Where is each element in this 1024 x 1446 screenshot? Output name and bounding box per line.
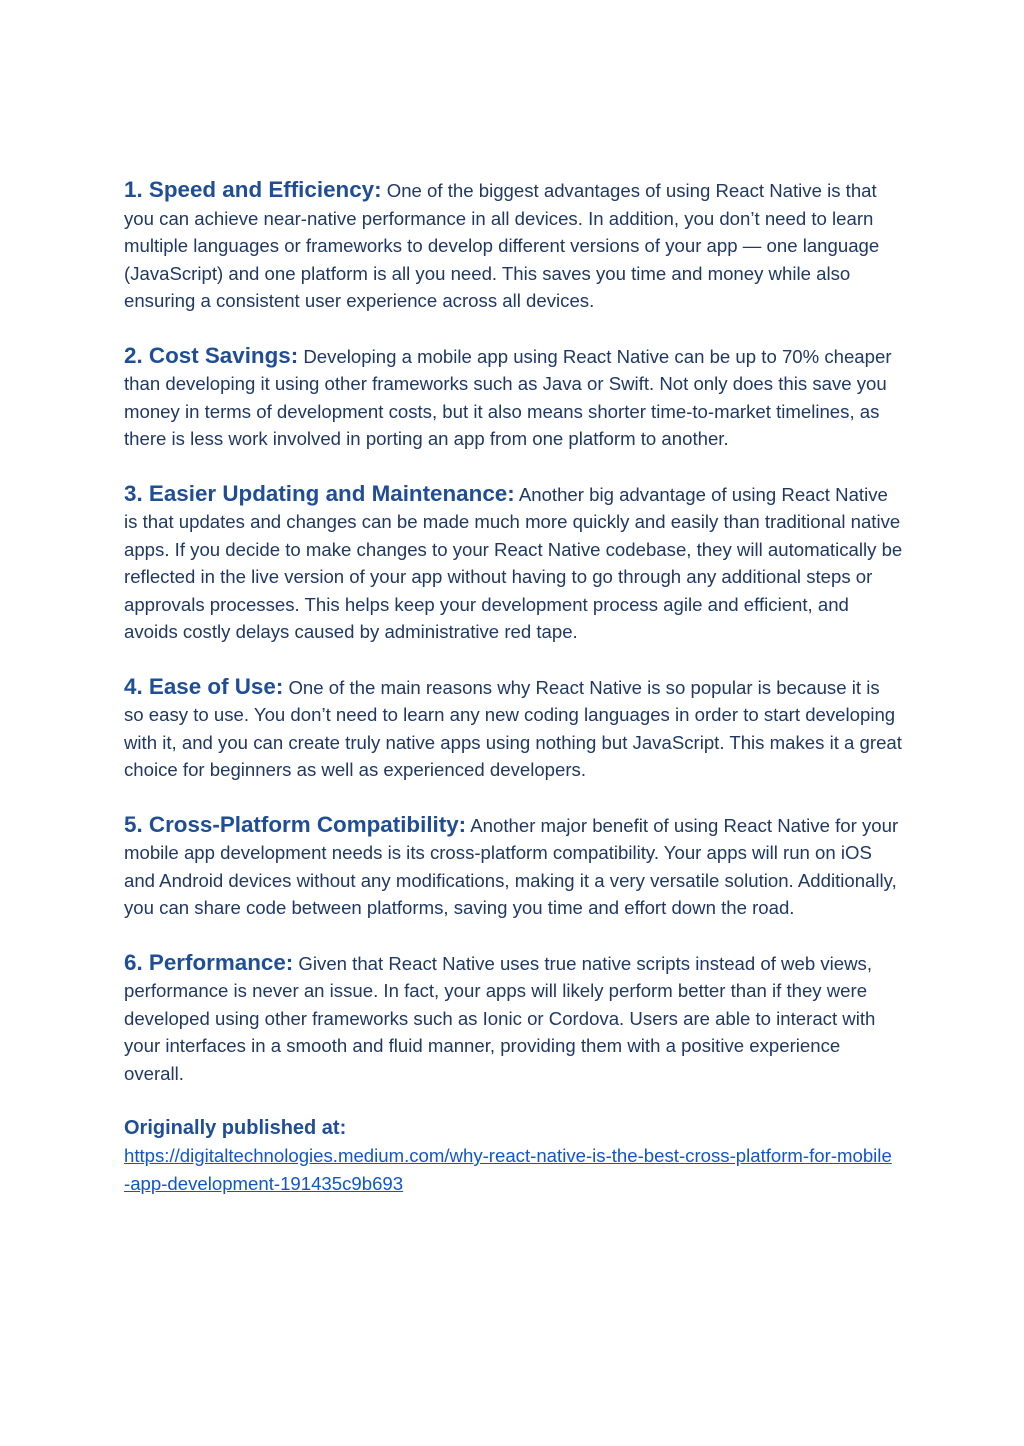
section-heading: 6. Performance: — [124, 949, 294, 975]
section-body: Developing a mobile app using React Native can be up to 70% cheaper than developing it using other frameworks such as Java or Swift. Not only does this save you money in terms of development costs, but it also means shorter time-to-market timelines, as there is less work involved in porting an app from one platform to another. — [124, 345, 892, 449]
source-link[interactable]: https://digitaltechnologies.medium.com/why-react-native-is-the-best-cross-platform-for-mobile-app-development-191435c9b693 — [124, 1145, 892, 1194]
section-heading: 4. Ease of Use: — [124, 673, 284, 699]
section-updating-maintenance — [124, 480, 904, 646]
section-speed-efficiency — [124, 176, 904, 315]
published-label: Originally published at: — [124, 1117, 347, 1139]
section-ease-of-use — [124, 673, 904, 784]
section-body: Another big advantage of using React Native is that updates and changes can be made much more quickly and easily than traditional native apps. If you decide to make changes to your React Native codebase, they will automatically be reflected in the live version of your app without having to go through any additional steps or approvals processes. This helps keep your development process agile and efficient, and avoids costly delays caused by administrative red tape. — [124, 483, 903, 642]
section-heading: 3. Easier Updating and Maintenance: — [124, 480, 515, 506]
section-body: One of the main reasons why React Native is so popular is because it is so easy to use. You don’t need to learn any new coding languages in order to start developing with it, and you can create truly native apps using nothing but JavaScript. This makes it a great choice for beginners as well as experienced developers. — [124, 676, 902, 780]
document-page — [124, 176, 904, 1197]
section-cost-savings — [124, 342, 904, 453]
section-heading: 2. Cost Savings: — [124, 342, 299, 368]
section-heading: 1. Speed and Efficiency: — [124, 177, 382, 202]
section-body: Given that React Native uses true native scripts instead of web views, performance is never an issue. In fact, your apps will likely perform better than if they were developed using other frameworks such as Ionic or Cordova. Users are able to interact with your interfaces in a smooth and fluid manner, providing them with a positive experience overall. — [124, 952, 876, 1084]
section-cross-platform — [124, 811, 904, 922]
section-body: Another major benefit of using React Native for your mobile app development needs is its cross-platform compatibility. Your apps will run on iOS and Android devices without any modifications, making it a very versatile solution. Additionally, you can share code between platforms, saving you time and effort down the road. — [124, 814, 899, 918]
section-heading: 5. Cross-Platform Compatibility: — [124, 811, 467, 837]
section-body: One of the biggest advantages of using React Native is that you can achieve near-native performance in all devices. In addition, you don’t need to learn multiple languages or frameworks to develop different versions of your app — one language (JavaScript) and one platform is all you need. This saves you time and money while also ensuring a consistent user experience across all devices. — [124, 180, 880, 311]
section-performance — [124, 949, 904, 1088]
